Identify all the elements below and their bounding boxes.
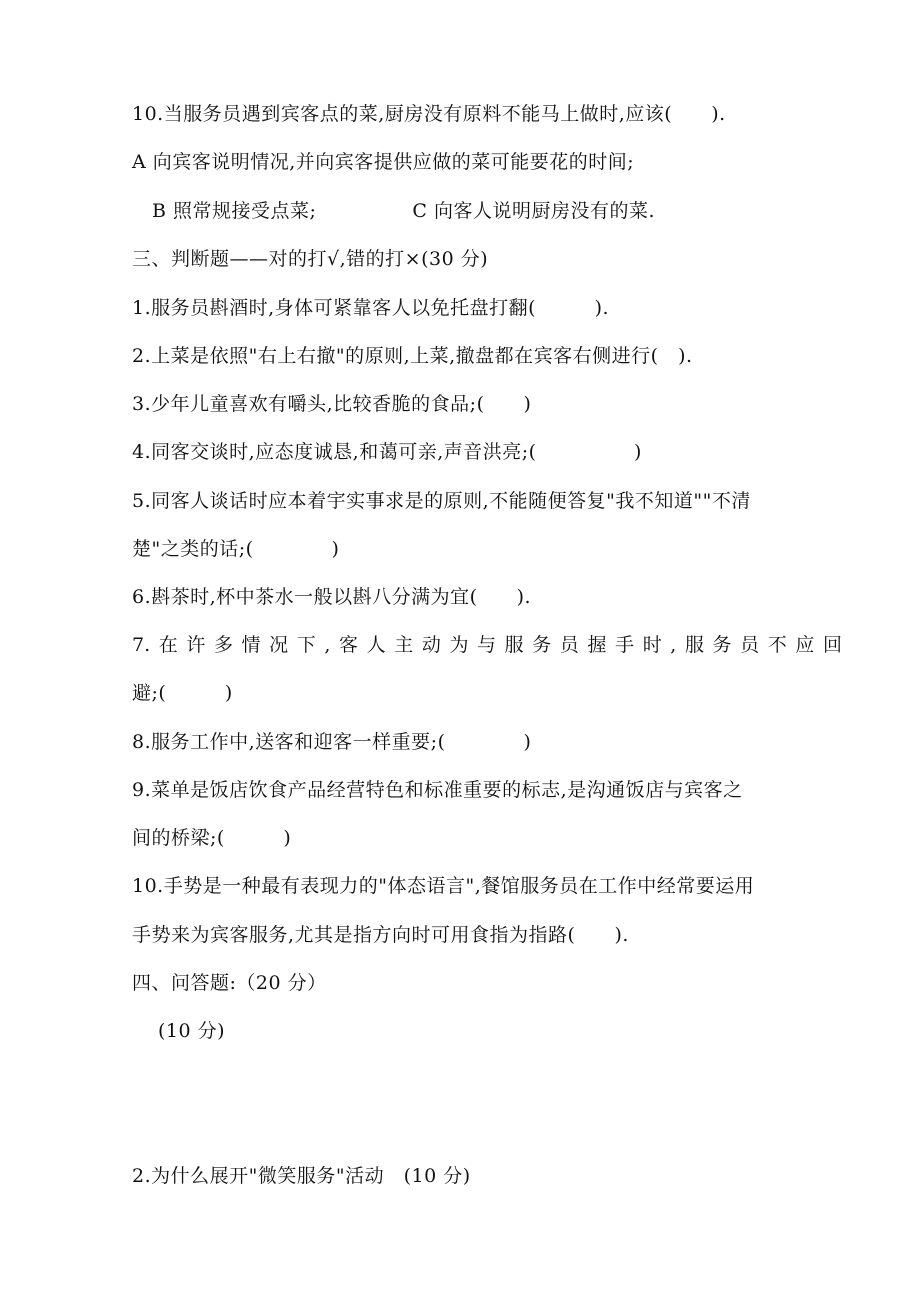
- section-3-heading: 三、判断题——对的打√,错的打×(30 分): [132, 248, 489, 270]
- option-b: B 照常规接受点菜;: [152, 200, 317, 222]
- judge-item-1: 1.服务员斟酒时,身体可紧靠客人以免托盘打翻( ).: [132, 297, 610, 319]
- judge-item-4: 4.同客交谈时,应态度诚恳,和蔼可亲,声音洪亮;( ): [132, 441, 642, 463]
- judge-item-5-line-1: 5.同客人谈话时应本着宇实事求是的原则,不能随便答复"我不知道""不清: [132, 490, 751, 512]
- options-b-c-row: [152, 199, 862, 223]
- judge-item-9-line-2: 间的桥梁;( ): [132, 827, 292, 849]
- judge-item-10-line-2: 手势来为宾客服务,尤其是指方向时可用食指为指路( ).: [132, 924, 629, 946]
- option-c: C 向客人说明厨房没有的菜.: [412, 200, 656, 222]
- judge-item-9-line-1: 9.菜单是饭店饮食产品经营特色和标准重要的标志,是沟通饭店与宾客之: [132, 779, 743, 801]
- judge-item-7-line-1: 7.在许多情况下,客人主动为与服务员握手时,服务员不应回: [132, 634, 842, 656]
- judge-item-8: 8.服务工作中,送客和迎客一样重要;( ): [132, 731, 532, 753]
- section-4-heading: 四、问答题:（20 分）: [132, 972, 327, 994]
- qa-item-2: 2.为什么展开"微笑服务"活动 (10 分): [132, 1165, 471, 1187]
- judge-item-2: 2.上菜是依照"右上右撤"的原则,上菜,撤盘都在宾客右侧进行( ).: [132, 345, 693, 367]
- qa-item-1-score: (10 分): [158, 1020, 226, 1042]
- judge-item-10-line-1: 10.手势是一种最有表现力的"体态语言",餐馆服务员在工作中经常要运用: [132, 875, 755, 897]
- judge-item-3: 3.少年儿童喜欢有嚼头,比较香脆的食品;( ): [132, 393, 532, 415]
- judge-item-6: 6.斟茶时,杯中茶水一般以斟八分满为宜( ).: [132, 586, 532, 608]
- question-10-multiple-choice: 10.当服务员遇到宾客点的菜,厨房没有原料不能马上做时,应该( ).: [132, 103, 726, 125]
- judge-item-5-line-2: 楚"之类的话;( ): [132, 538, 340, 560]
- judge-item-7-line-2: 避;( ): [132, 682, 233, 704]
- option-a: A 向宾客说明情况,并向宾客提供应做的菜可能要花的时间;: [132, 151, 635, 173]
